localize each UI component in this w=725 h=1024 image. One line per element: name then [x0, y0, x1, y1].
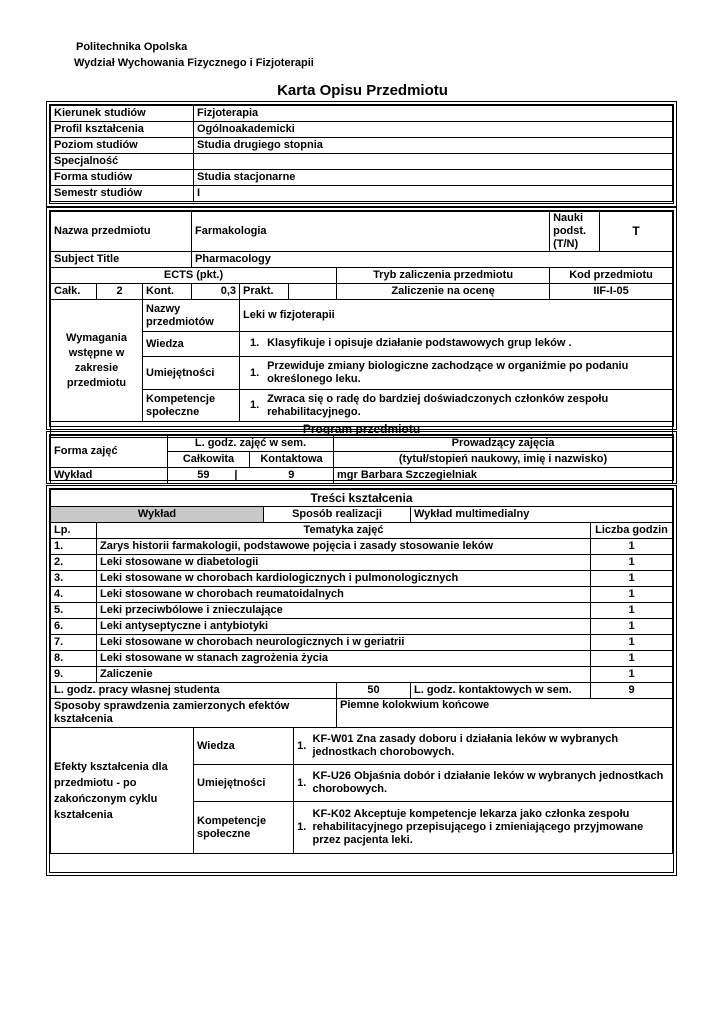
table-row: [51, 635, 673, 651]
subject-table: [50, 211, 673, 438]
faculty-name: Wydział Wychowania Fizycznego i Fizjoterapii: [74, 57, 314, 69]
total-ects-value: 2: [97, 284, 143, 300]
table-row: [51, 571, 673, 587]
row-hours: 1: [591, 555, 673, 571]
content-title: Treści kształcenia: [51, 490, 673, 507]
teacher-name: mgr Barbara Szczegielniak: [334, 468, 673, 484]
row-lp: 9.: [51, 667, 97, 683]
row-lp: 4.: [51, 587, 97, 603]
prereq-names-value: Leki w fizjoterapii: [240, 300, 673, 332]
hours-total-label: Całkowita: [168, 452, 250, 468]
info-row: [51, 106, 673, 122]
completion-mode: Zaliczenie na ocenę: [337, 284, 550, 300]
program-title: Program przedmiotu: [51, 422, 673, 438]
info-label: Specjalność: [51, 154, 194, 170]
row-hours: 1: [591, 587, 673, 603]
topic-header: Tematyka zajęć: [97, 523, 591, 539]
table-row: [51, 667, 673, 683]
outcome-category: Kompetencje społeczne: [194, 802, 294, 854]
lp-header: Lp.: [51, 523, 97, 539]
info-value: Fizjoterapia: [194, 106, 673, 122]
study-info-section: [46, 101, 677, 207]
class-form: Wykład: [51, 468, 168, 484]
table-row: [51, 587, 673, 603]
info-label: Profil kształcenia: [51, 122, 194, 138]
outcome-text: KF-W01 Zna zasady doboru i działania leków w wybranych jednostkach chorobowych.: [310, 728, 673, 765]
info-row: [51, 154, 673, 170]
basic-sciences-label: Nauki podst. (T/N): [550, 212, 600, 252]
table-row: [51, 651, 673, 667]
content-type: Wykład: [51, 507, 264, 523]
outcome-num: 1.: [294, 728, 310, 765]
subject-code: IIF-I-05: [550, 284, 673, 300]
teacher-sublabel: (tytuł/stopień naukowy, imię i nazwisko): [334, 452, 673, 468]
outcome-category: Umiejętności: [194, 765, 294, 802]
info-value: Ogólnoakademicki: [194, 122, 673, 138]
row-lp: 2.: [51, 555, 97, 571]
contact-ects-value: 0,3: [192, 284, 240, 300]
teacher-label: Prowadzący zajęcia: [334, 436, 673, 452]
prereq-knowledge-value: Klasyfikuje i opisuje działanie podstawowych grup leków .: [267, 337, 572, 350]
outcomes-label: Efekty kształcenia dla przedmiotu - po zakończonym cyklu kształcenia: [51, 728, 194, 854]
row-lp: 5.: [51, 603, 97, 619]
hours-contact: 9: [250, 468, 334, 484]
row-topic: Leki stosowane w chorobach kardiologicznych i pulmonologicznych: [97, 571, 591, 587]
row-hours: 1: [591, 635, 673, 651]
info-label: Forma studiów: [51, 170, 194, 186]
info-label: Semestr studiów: [51, 186, 194, 202]
row-lp: 8.: [51, 651, 97, 667]
university-name: Politechnika Opolska: [76, 41, 188, 53]
outcome-num: 1.: [294, 802, 310, 854]
row-hours: 1: [591, 571, 673, 587]
info-value: [194, 154, 673, 170]
prereq-social-num: 1.: [250, 399, 260, 411]
code-label: Kod przedmiotu: [550, 268, 673, 284]
row-topic: Zarys historii farmakologii, podstawowe pojęcia i zasady stosowanie leków: [97, 539, 591, 555]
table-row: [51, 555, 673, 571]
total-ects-label: Całk.: [51, 284, 97, 300]
subject-name: Farmakologia: [192, 212, 550, 252]
hours-header: Liczba godzin: [591, 523, 673, 539]
subject-name-label: Nazwa przedmiotu: [51, 212, 192, 252]
practical-ects-label: Prakt.: [240, 284, 289, 300]
info-row: [51, 186, 673, 202]
row-topic: Leki stosowane w stanach zagrożenia życia: [97, 651, 591, 667]
outcomes-table: [50, 727, 673, 854]
method-label: Sposób realizacji: [264, 507, 411, 523]
verification-label: Sposoby sprawdzenia zamierzonych efektów kształcenia: [51, 699, 337, 728]
basic-sciences-value: T: [600, 212, 673, 252]
info-label: Poziom studiów: [51, 138, 194, 154]
row-topic: Leki stosowane w diabetologii: [97, 555, 591, 571]
row-lp: 1.: [51, 539, 97, 555]
row-topic: Leki stosowane w chorobach neurologicznych i w geriatrii: [97, 635, 591, 651]
practical-ects-value: [289, 284, 337, 300]
class-form-label: Forma zajęć: [51, 436, 168, 468]
info-label: Kierunek studiów: [51, 106, 194, 122]
info-row: [51, 122, 673, 138]
class-hours-label: L. godz. zajęć w sem.: [168, 436, 334, 452]
info-row: [51, 138, 673, 154]
outcome-category: Wiedza: [194, 728, 294, 765]
row-lp: 3.: [51, 571, 97, 587]
row-hours: 1: [591, 667, 673, 683]
row-hours: 1: [591, 651, 673, 667]
contact-ects-label: Kont.: [143, 284, 192, 300]
hours-contact-label: Kontaktowa: [250, 452, 334, 468]
prereq-social-value: Zwraca się o radę do bardziej doświadczonych członków zespołu rehabilitacyjnego.: [267, 392, 609, 418]
prereq-social-label: Kompetencje społeczne: [143, 390, 240, 422]
row-topic: Leki antyseptyczne i antybiotyki: [97, 619, 591, 635]
subject-section: [46, 207, 677, 436]
ects-label: ECTS (pkt.): [51, 268, 337, 284]
row-lp: 6.: [51, 619, 97, 635]
subject-title: Pharmacology: [192, 252, 673, 268]
row-lp: 7.: [51, 635, 97, 651]
row-hours: 1: [591, 539, 673, 555]
content-table: [50, 489, 673, 728]
self-study-value: 50: [337, 683, 411, 699]
contact-hours-value: 9: [591, 683, 673, 699]
row-topic: Zaliczenie: [97, 667, 591, 683]
info-row: [51, 170, 673, 186]
row-hours: 1: [591, 603, 673, 619]
prereq-skills-value: Przewiduje zmiany biologiczne zachodzące w organiźmie po podaniu określonego leku.: [267, 360, 629, 385]
verification-value: Piemne kolokwium końcowe: [337, 699, 673, 728]
hours-separator: |: [234, 469, 238, 481]
prerequisites-label: Wymagania wstępne w zakresie przedmiotu: [51, 300, 143, 422]
prereq-names-label: Nazwy przedmiotów: [143, 300, 240, 332]
prereq-skills-num: 1.: [250, 366, 260, 379]
info-value: I: [194, 186, 673, 202]
info-value: Studia drugiego stopnia: [194, 138, 673, 154]
classes-section: [46, 431, 677, 484]
table-row: [51, 539, 673, 555]
self-study-label: L. godz. pracy własnej studenta: [51, 683, 337, 699]
prereq-knowledge-num: 1.: [250, 337, 260, 350]
hours-total: 59: [197, 469, 210, 481]
subject-title-label: Subject Title: [51, 252, 192, 268]
row-hours: 1: [591, 619, 673, 635]
method-value: Wykład multimedialny: [411, 507, 673, 523]
outcome-num: 1.: [294, 765, 310, 802]
outcome-row: [51, 728, 673, 765]
study-info-table: [50, 105, 673, 202]
prereq-knowledge-label: Wiedza: [143, 332, 240, 357]
prereq-skills-label: Umiejętności: [143, 357, 240, 390]
row-topic: Leki przeciwbólowe i znieczulające: [97, 603, 591, 619]
contact-hours-label: L. godz. kontaktowych w sem.: [411, 683, 591, 699]
outcome-text: KF-U26 Objaśnia dobór i działanie leków w wybranych jednostkach chorobowych.: [310, 765, 673, 802]
content-section: [46, 485, 677, 876]
mode-label: Tryb zaliczenia przedmiotu: [337, 268, 550, 284]
table-row: [51, 603, 673, 619]
outcome-text: KF-K02 Akceptuje kompetencje lekarza jako członka zespołu rehabilitacyjnego przepisującego i zmieniającego przyjmowane przez pacjenta leki.: [310, 802, 673, 854]
page-title: Karta Opisu Przedmiotu: [277, 82, 448, 99]
table-row: [51, 619, 673, 635]
row-topic: Leki stosowane w chorobach reumatoidalnych: [97, 587, 591, 603]
info-value: Studia stacjonarne: [194, 170, 673, 186]
classes-table: [50, 435, 673, 484]
